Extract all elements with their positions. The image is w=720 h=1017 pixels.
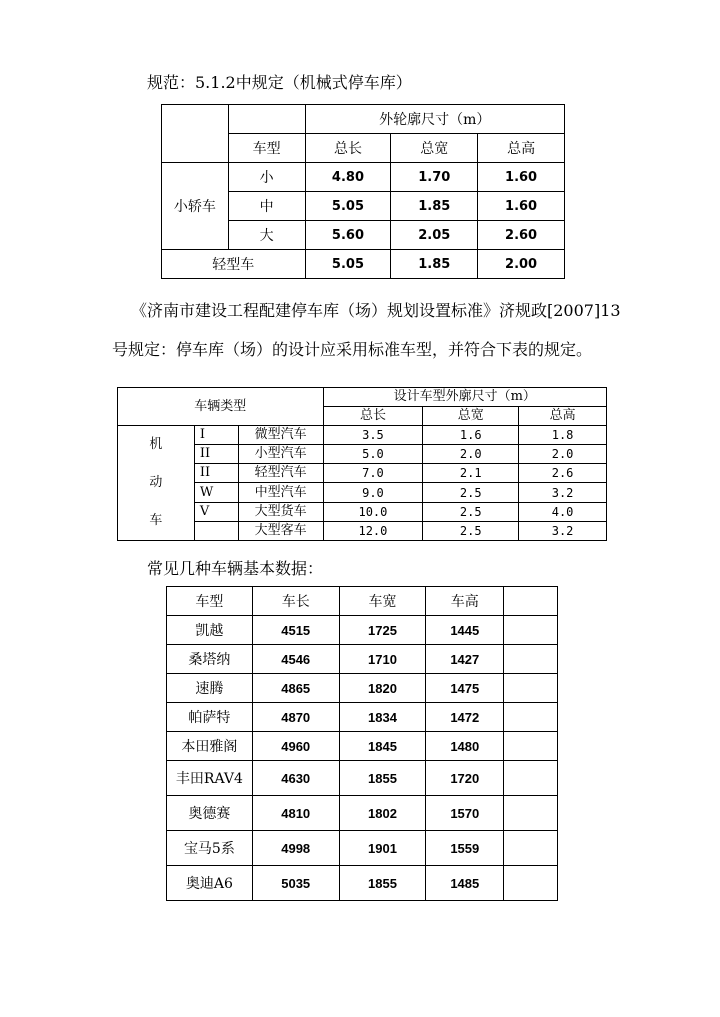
model-name: 奥迪A6 — [167, 866, 253, 901]
table-row — [167, 674, 558, 703]
value-width: 1802 — [339, 796, 426, 831]
value-width: 2.5 — [423, 502, 519, 521]
value-length: 5.05 — [305, 250, 391, 279]
vehicle-name: 轻型汽车 — [238, 464, 323, 483]
model-name: 宝马5系 — [167, 831, 253, 866]
table-row — [167, 732, 558, 761]
design-dimensions-header: 设计车型外廓尺寸（m） — [323, 388, 606, 407]
group-char: 机 — [149, 437, 163, 452]
vehicle-type-header: 车辆类型 — [118, 388, 324, 426]
col-header-height: 总高 — [519, 407, 607, 426]
value-height: 1445 — [426, 616, 504, 645]
value-width: 1.70 — [391, 163, 478, 192]
model-name: 桑塔纳 — [167, 645, 253, 674]
size-label: 中 — [228, 192, 305, 221]
value-length: 5.0 — [323, 445, 423, 464]
blank-cell — [504, 616, 558, 645]
table-row — [162, 163, 565, 192]
value-height: 1427 — [426, 645, 504, 674]
class-numeral: V — [194, 502, 238, 521]
value-width: 1.85 — [391, 192, 478, 221]
table-row — [167, 866, 558, 901]
regulation-paragraph-line2: 号规定：停车库（场）的设计应采用标准车型，并符合下表的规定。 — [112, 340, 593, 359]
parking-garage-vehicle-table — [161, 104, 565, 279]
value-width: 1.6 — [423, 426, 519, 445]
model-name: 速腾 — [167, 674, 253, 703]
value-height: 1.8 — [519, 426, 607, 445]
value-height: 1720 — [426, 761, 504, 796]
table-row — [118, 426, 607, 445]
section3-heading: 常见几种车辆基本数据： — [147, 559, 324, 578]
table-row — [167, 831, 558, 866]
value-length: 4810 — [252, 796, 339, 831]
value-length: 10.0 — [323, 502, 423, 521]
value-length: 4630 — [252, 761, 339, 796]
value-height: 3.2 — [519, 483, 607, 502]
value-width: 2.5 — [423, 521, 519, 540]
value-width: 1855 — [339, 866, 426, 901]
vehicle-name: 小型汽车 — [238, 445, 323, 464]
vehicle-name: 大型客车 — [238, 521, 323, 540]
col-header-model: 车型 — [167, 587, 253, 616]
outer-dimensions-header: 外轮廓尺寸（m） — [305, 105, 564, 134]
size-label: 小 — [228, 163, 305, 192]
value-height: 2.6 — [519, 464, 607, 483]
vehicle-name: 大型货车 — [238, 502, 323, 521]
value-height: 2.60 — [478, 221, 565, 250]
class-numeral: II — [194, 445, 238, 464]
value-length: 4.80 — [305, 163, 391, 192]
col-header-type: 车型 — [228, 134, 305, 163]
value-width: 2.1 — [423, 464, 519, 483]
table-row — [167, 761, 558, 796]
group-char: 动 — [149, 475, 163, 490]
value-length: 9.0 — [323, 483, 423, 502]
value-length: 12.0 — [323, 521, 423, 540]
value-height: 1.60 — [478, 192, 565, 221]
blank-cell — [504, 645, 558, 674]
value-height: 1.60 — [478, 163, 565, 192]
table-row — [167, 616, 558, 645]
value-height: 1485 — [426, 866, 504, 901]
blank-cell — [504, 674, 558, 703]
table-row — [162, 250, 565, 279]
value-width: 1710 — [339, 645, 426, 674]
value-width: 1820 — [339, 674, 426, 703]
col-header-width: 总宽 — [423, 407, 519, 426]
col-header-length: 总长 — [305, 134, 391, 163]
value-length: 3.5 — [323, 426, 423, 445]
value-width: 2.5 — [423, 483, 519, 502]
col-header-length: 车长 — [252, 587, 339, 616]
value-height: 1475 — [426, 674, 504, 703]
model-name: 帕萨特 — [167, 703, 253, 732]
motor-vehicle-group-label — [118, 426, 195, 541]
value-width: 1.85 — [391, 250, 478, 279]
value-length: 4546 — [252, 645, 339, 674]
col-header-blank — [504, 587, 558, 616]
size-label: 大 — [228, 221, 305, 250]
table-row — [167, 796, 558, 831]
value-width: 2.05 — [391, 221, 478, 250]
vehicle-name: 中型汽车 — [238, 483, 323, 502]
regulation-paragraph-line1: 《济南市建设工程配建停车库（场）规划设置标准》济规政[2007]13 — [131, 301, 621, 320]
light-vehicle-label: 轻型车 — [162, 250, 306, 279]
value-width: 1834 — [339, 703, 426, 732]
blank-cell — [504, 732, 558, 761]
group-label-sedan: 小轿车 — [162, 163, 229, 250]
col-header-width: 总宽 — [391, 134, 478, 163]
value-height: 2.00 — [478, 250, 565, 279]
section1-heading: 规范：5.1.2中规定（机械式停车库） — [147, 73, 412, 92]
value-length: 4998 — [252, 831, 339, 866]
model-name: 凯越 — [167, 616, 253, 645]
class-numeral: II — [194, 464, 238, 483]
value-length: 7.0 — [323, 464, 423, 483]
value-length: 4870 — [252, 703, 339, 732]
col-header-height: 总高 — [478, 134, 565, 163]
col-header-width: 车宽 — [339, 587, 426, 616]
table-row — [167, 703, 558, 732]
value-height: 1472 — [426, 703, 504, 732]
value-width: 1845 — [339, 732, 426, 761]
blank-cell — [504, 866, 558, 901]
blank-cell — [504, 703, 558, 732]
value-width: 1855 — [339, 761, 426, 796]
blank-cell — [504, 831, 558, 866]
model-name: 本田雅阁 — [167, 732, 253, 761]
value-height: 3.2 — [519, 521, 607, 540]
model-name: 丰田RAV4 — [167, 761, 253, 796]
blank-corner-cell — [162, 105, 229, 163]
value-length: 4865 — [252, 674, 339, 703]
table-row — [167, 645, 558, 674]
col-header-height: 车高 — [426, 587, 504, 616]
value-length: 5.60 — [305, 221, 391, 250]
class-numeral: I — [194, 426, 238, 445]
blank-cell — [504, 761, 558, 796]
value-width: 1901 — [339, 831, 426, 866]
blank-cell — [228, 105, 305, 134]
common-vehicle-data-table — [166, 586, 558, 901]
value-width: 2.0 — [423, 445, 519, 464]
vehicle-name: 微型汽车 — [238, 426, 323, 445]
value-length: 4515 — [252, 616, 339, 645]
class-numeral — [194, 521, 238, 540]
value-width: 1725 — [339, 616, 426, 645]
value-length: 4960 — [252, 732, 339, 761]
value-length: 5035 — [252, 866, 339, 901]
value-height: 2.0 — [519, 445, 607, 464]
value-length: 5.05 — [305, 192, 391, 221]
value-height: 1480 — [426, 732, 504, 761]
class-numeral: W — [194, 483, 238, 502]
value-height: 4.0 — [519, 502, 607, 521]
group-char: 车 — [149, 513, 163, 528]
value-height: 1570 — [426, 796, 504, 831]
model-name: 奥德赛 — [167, 796, 253, 831]
blank-cell — [504, 796, 558, 831]
standard-vehicle-dimensions-table — [117, 387, 607, 541]
col-header-length: 总长 — [323, 407, 423, 426]
value-height: 1559 — [426, 831, 504, 866]
